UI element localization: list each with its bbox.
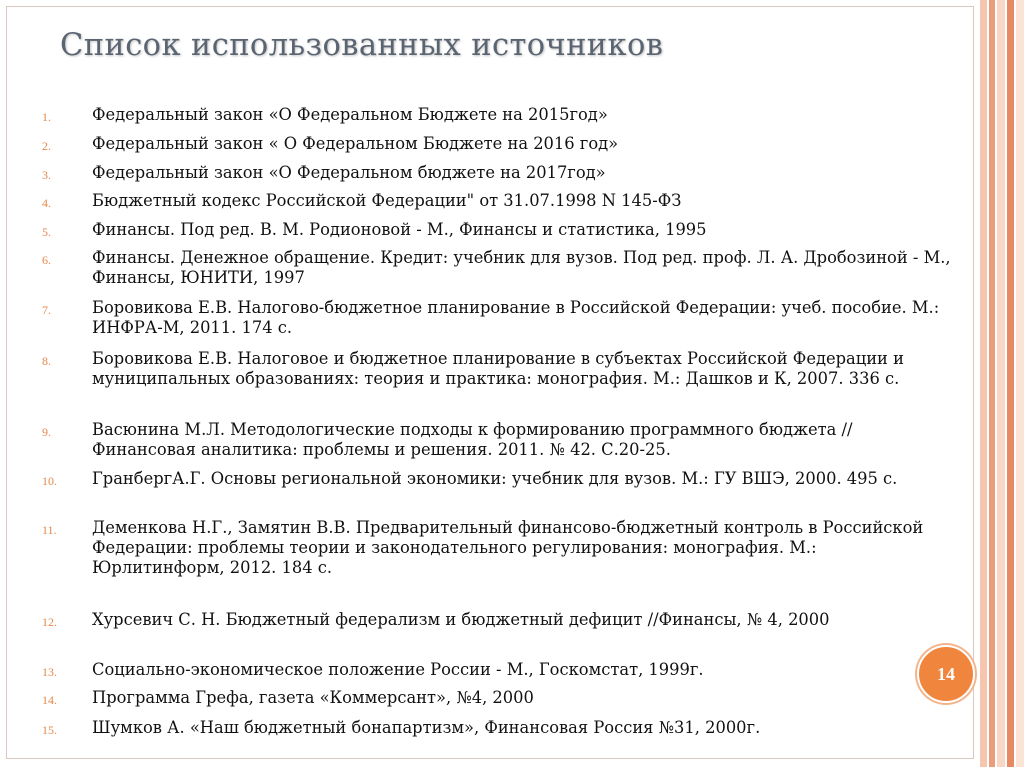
reference-text: Боровикова Е.В. Налогово-бюджетное планирование в Российской Федерации: учеб. пособие. М.: ИНФРА-М, 2011. 174 с. [92, 298, 940, 337]
stripe [989, 0, 995, 767]
reference-number: 3. [42, 168, 51, 182]
reference-number: 2. [42, 139, 51, 153]
reference-number: 9. [42, 425, 51, 439]
stripe [1007, 0, 1014, 767]
reference-text: Федеральный закон «О Федеральном бюджете на 2017год» [92, 163, 606, 182]
reference-number: 11. [42, 523, 57, 537]
reference-text: Боровикова Е.В. Налоговое и бюджетное планирование в субъектах Российской Федерации и муниципальных образованиях: теория и практика: монография. М.: Дашков и К, 2007. 336 с. [92, 349, 904, 388]
stripe [1016, 0, 1024, 767]
reference-text: Деменкова Н.Г., Замятин В.В. Предварительный финансово-бюджетный контроль в Российской Федерации: проблемы теории и законодательного регулирования: монография. М.: Юрлитинформ, 2012. 184 с. [92, 518, 924, 577]
reference-text: Васюнина М.Л. Методологические подходы к формированию программного бюджета // Финансовая аналитика: проблемы и решения. 2011. № 42. С.20-25. [92, 420, 853, 459]
reference-number: 13. [42, 665, 57, 679]
slide-title: Список использованных источников [60, 28, 664, 63]
reference-number: 12. [42, 615, 57, 629]
reference-number: 15. [42, 723, 57, 737]
reference-text: Финансы. Денежное обращение. Кредит: учебник для вузов. Под ред. проф. Л. А. Дробозиной - М., Финансы, ЮНИТИ, 1997 [92, 248, 951, 287]
reference-text: Бюджетный кодекс Российской Федерации" от 31.07.1998 N 145-ФЗ [92, 191, 682, 210]
reference-number: 8. [42, 354, 51, 368]
decorative-stripes [980, 0, 1024, 767]
reference-text: Федеральный закон «О Федеральном Бюджете на 2015год» [92, 105, 608, 124]
stripe [980, 0, 987, 767]
reference-text: Программа Грефа, газета «Коммерсант», №4, 2000 [92, 688, 534, 707]
reference-number: 14. [42, 693, 57, 707]
reference-text: Финансы. Под ред. В. М. Родионовой - М., Финансы и статистика, 1995 [92, 220, 707, 239]
reference-number: 7. [42, 303, 51, 317]
reference-text: ГранбергА.Г. Основы региональной экономики: учебник для вузов. М.: ГУ ВШЭ, 2000. 495 с. [92, 469, 898, 488]
reference-text: Хурсевич С. Н. Бюджетный федерализм и бюджетный дефицит //Финансы, № 4, 2000 [92, 610, 830, 629]
reference-text: Социально-экономическое положение России - М., Госкомстат, 1999г. [92, 660, 704, 679]
reference-number: 4. [42, 196, 51, 210]
reference-text: Федеральный закон « О Федеральном Бюджете на 2016 год» [92, 134, 619, 153]
reference-number: 6. [42, 253, 51, 267]
reference-text: Шумков А. «Наш бюджетный бонапартизм», Финансовая Россия №31, 2000г. [92, 718, 761, 737]
reference-number: 1. [42, 110, 51, 124]
page-number-badge: 14 [917, 645, 975, 703]
stripe [997, 0, 1005, 767]
reference-number: 5. [42, 225, 51, 239]
reference-number: 10. [42, 474, 57, 488]
